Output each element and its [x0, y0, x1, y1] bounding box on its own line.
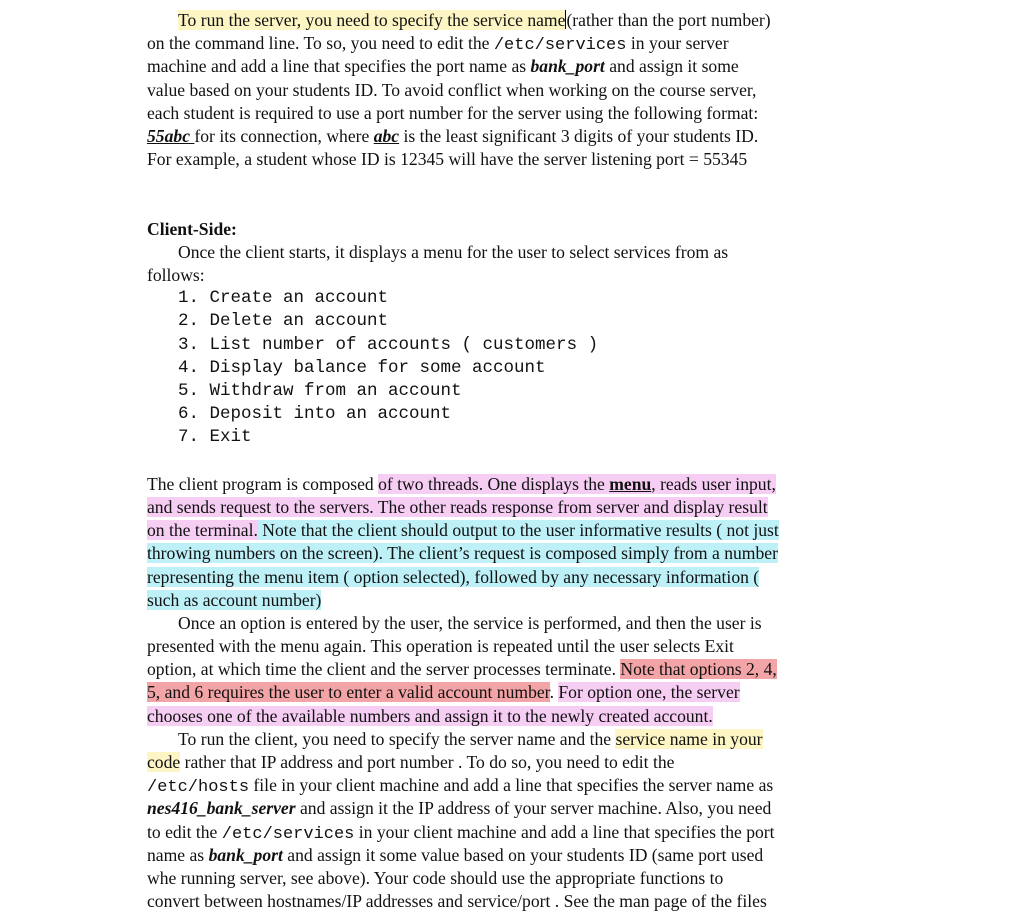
text-line	[147, 542, 887, 565]
text-line	[147, 496, 887, 519]
emphasis: nes416_bank_server	[147, 798, 296, 819]
menu-item: 6. Deposit into an account	[178, 404, 452, 425]
highlight-pink: For option one, the server	[558, 682, 740, 703]
spacer	[147, 171, 887, 194]
spacer	[147, 450, 887, 473]
menu-item: 4. Display balance for some account	[178, 357, 546, 378]
highlight-yellow: To run the server, you need to specify the service name	[178, 10, 566, 30]
option-paragraph	[147, 612, 887, 728]
code-path: /etc/hosts	[147, 778, 250, 798]
text-line: 5, and 6 requires the user to enter a valid account number. For option one, the server	[147, 682, 740, 703]
highlight-red: Note that options 2, 4,	[620, 659, 777, 680]
text-line: to edit the /etc/services in your client machine and add a line that specifies the port	[147, 821, 775, 844]
client-side-section	[147, 218, 887, 450]
emphasis: abc	[373, 125, 400, 146]
text-line	[147, 705, 887, 728]
highlight-cyan: Note that the client should output to the user informative results ( not just	[257, 520, 779, 541]
highlight-yellow: code	[147, 752, 181, 772]
code-path: /etc/services	[221, 824, 355, 844]
text-line: each student is required to use a port number for the server using the following format:	[147, 102, 759, 123]
client-paragraph	[147, 473, 887, 612]
emphasis: bank_port	[208, 844, 283, 865]
text-line: name as bank_port and assign it some value based on your students ID (same port used	[147, 844, 764, 865]
text-line: To run the server, you need to specify the service name(rather than the port number)	[178, 10, 771, 30]
document-page	[147, 9, 887, 913]
code-path: /etc/services	[493, 36, 627, 56]
text-line: For example, a student whose ID is 12345 will have the server listening port = 55345	[147, 149, 748, 170]
text-line: presented with the menu again. This operation is repeated until the user selects Exit	[147, 636, 734, 657]
text-line: Once the client starts, it displays a menu for the user to select services from as	[178, 241, 729, 262]
text-line: follows:	[147, 265, 205, 286]
emphasis: 55abc	[147, 125, 195, 146]
run-client-paragraph	[147, 728, 887, 913]
text-line: whe running server, see above). Your code should use the appropriate functions to	[147, 867, 724, 888]
menu-item: 7. Exit	[178, 427, 252, 448]
menu-item: 1. Create an account	[178, 288, 389, 309]
text-line: 55abc for its connection, where abc is the least significant 3 digits of your students ID.	[147, 125, 759, 146]
highlight-pink: on the terminal.	[147, 520, 258, 541]
emphasis: menu	[609, 473, 652, 494]
text-line: /etc/hosts file in your client machine and add a line that specifies the server name as	[147, 775, 774, 798]
text-line: value based on your students ID. To avoid conflict when working on the course server,	[147, 79, 757, 100]
text-line: Once an option is entered by the user, the service is performed, and then the user is	[178, 612, 762, 633]
highlight-pink: of two threads. One displays the menu, reads user input,	[378, 473, 776, 494]
text-line	[147, 589, 887, 612]
text-line	[147, 566, 887, 589]
text-line: option, at which time the client and the server processes terminate. Note that options 2, 4,	[147, 659, 777, 680]
menu-list	[147, 287, 887, 449]
highlight-cyan: such as account number)	[147, 589, 322, 610]
text-line: convert between hostnames/IP addresses and service/port . See the man page of the files	[147, 891, 767, 912]
text-line: machine and add a line that specifies the port name as bank_port and assign it some	[147, 56, 739, 77]
menu-item: 5. Withdraw from an account	[178, 381, 462, 401]
text-line: To run the client, you need to specify the server name and the service name in your	[178, 728, 763, 749]
text-line: The client program is composed of two threads. One displays the menu, reads user input,	[147, 473, 776, 494]
emphasis: bank_port	[530, 56, 605, 77]
server-paragraph	[147, 9, 887, 171]
highlight-red: 5, and 6 requires the user to enter a valid account number	[147, 682, 550, 703]
text-line: nes416_bank_server and assign it the IP address of your server machine. Also, you need	[147, 798, 772, 819]
text-line: on the command line. To so, you need to edit the /etc/services in your server	[147, 33, 729, 56]
highlight-pink: and sends request to the servers. The other reads response from server and display result	[147, 496, 768, 517]
menu-item: 3. List number of accounts ( customers )	[178, 334, 599, 355]
text-line: code rather that IP address and port number . To do so, you need to edit the	[147, 752, 675, 772]
spacer	[147, 195, 887, 218]
text-line	[147, 519, 887, 542]
highlight-cyan: throwing numbers on the screen). The client’s request is composed simply from a number	[147, 543, 778, 564]
highlight-yellow: service name in your	[615, 728, 763, 749]
section-heading: Client-Side:	[147, 218, 237, 239]
highlight-cyan: representing the menu item ( option selected), followed by any necessary information (	[147, 566, 760, 587]
menu-item: 2. Delete an account	[178, 311, 389, 332]
highlight-pink: chooses one of the available numbers and assign it to the newly created account.	[147, 705, 713, 726]
